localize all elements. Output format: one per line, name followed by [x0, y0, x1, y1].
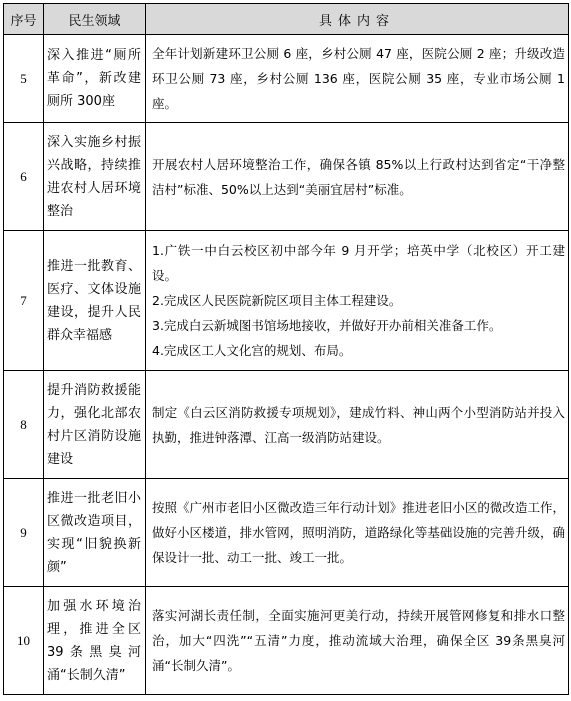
row-number: 9	[4, 479, 44, 587]
row-area: 推进一批老旧小区微改造项目，实现“旧貌换新颜”	[44, 479, 146, 587]
row-area: 深入推进“厕所革命”，新改建厕所 300座	[44, 35, 146, 123]
header-detail: 具体内容	[146, 4, 569, 35]
row-number: 6	[4, 123, 44, 231]
table-row	[4, 231, 569, 371]
livelihood-projects-table	[3, 3, 569, 695]
row-area: 推进一批教育、医疗、文体设施建设，提升人民群众幸福感	[44, 231, 146, 371]
table-header-row	[4, 4, 569, 35]
table-row	[4, 371, 569, 479]
row-number: 8	[4, 371, 44, 479]
header-area: 民生领域	[44, 4, 146, 35]
row-area: 加强水环境治理，推进全区 39条黑臭河涌“长制久清”	[44, 587, 146, 695]
row-number: 10	[4, 587, 44, 695]
row-number: 5	[4, 35, 44, 123]
list-item: 2.完成区人民医院新院区项目主体工程建设。	[152, 293, 402, 308]
row-detail: 制定《白云区消防救援专项规划》，建成竹料、神山两个小型消防站并投入执勤，推进钟落潭、江高一级消防站建设。	[146, 371, 569, 479]
row-detail-list	[146, 231, 569, 371]
header-number: 序号	[4, 4, 44, 35]
table-row	[4, 35, 569, 123]
table-row	[4, 123, 569, 231]
row-detail: 开展农村人居环境整治工作，确保各镇 85%以上行政村达到省定“干净整洁村”标准、50%以上达到“美丽宜居村”标准。	[146, 123, 569, 231]
row-number: 7	[4, 231, 44, 371]
table-row	[4, 479, 569, 587]
row-detail: 全年计划新建环卫公厕 6 座，乡村公厕 47 座，医院公厕 2 座；升级改造环卫公厕 73 座，乡村公厕 136 座，医院公厕 35 座，专业市场公厕 1 座。	[146, 35, 569, 123]
list-item: 4.完成区工人文化宫的规划、布局。	[152, 343, 352, 358]
list-item: 1.广铁一中白云校区初中部今年 9 月开学；培英中学（北校区）开工建设。	[152, 243, 565, 283]
table-row	[4, 587, 569, 695]
row-detail: 落实河湖长责任制，全面实施河更美行动，持续开展管网修复和排水口整治，加大“四洗”“五清”力度，推动流域大治理，确保全区 39条黑臭河涌“长制久清”。	[146, 587, 569, 695]
row-area: 提升消防救援能力，强化北部农村片区消防设施建设	[44, 371, 146, 479]
row-area: 深入实施乡村振兴战略，持续推进农村人居环境整治	[44, 123, 146, 231]
row-detail: 按照《广州市老旧小区微改造三年行动计划》推进老旧小区的微改造工作，做好小区楼道，排水管网，照明消防，道路绿化等基础设施的完善升级，确保设计一批、动工一批、竣工一批。	[146, 479, 569, 587]
list-item: 3.完成白云新城图书馆场地接收，并做好开办前相关准备工作。	[152, 318, 502, 333]
